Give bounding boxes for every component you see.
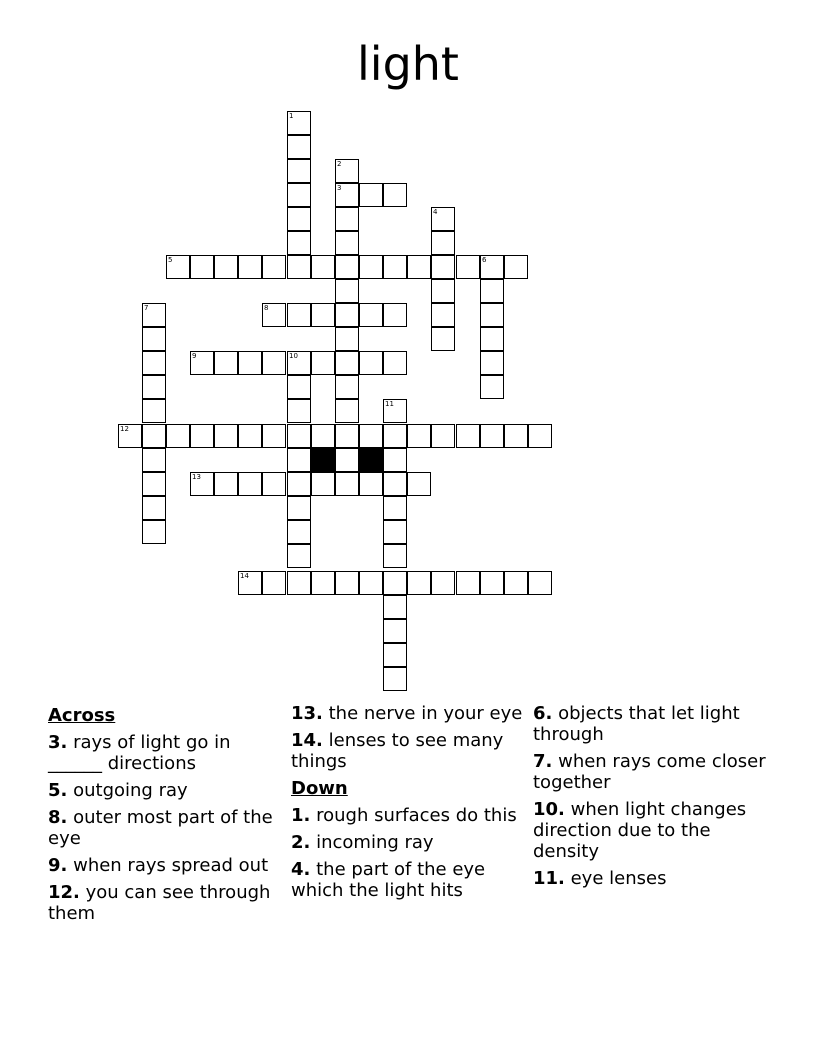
clue-item	[48, 780, 273, 801]
clue-item	[291, 703, 531, 724]
down-heading: Down	[291, 778, 348, 799]
grid-cell[interactable]	[311, 351, 335, 375]
grid-cell[interactable]	[456, 571, 480, 595]
grid-cell[interactable]	[190, 424, 214, 448]
clue-text: you can see through them	[48, 882, 271, 924]
grid-cell[interactable]	[431, 255, 455, 279]
grid-cell[interactable]	[335, 571, 359, 595]
grid-cell[interactable]	[431, 303, 455, 327]
grid-cell[interactable]	[335, 279, 359, 303]
grid-cell[interactable]	[456, 255, 480, 279]
clue-number: 6	[482, 256, 487, 264]
grid-cell[interactable]	[383, 424, 407, 448]
grid-cell[interactable]	[190, 351, 214, 375]
clue-number-label: 14.	[291, 730, 323, 751]
grid-cell[interactable]	[262, 303, 286, 327]
grid-cell[interactable]	[383, 255, 407, 279]
black-cell	[359, 448, 383, 472]
grid-cell[interactable]	[287, 255, 311, 279]
clue-number: 8	[264, 304, 269, 312]
grid-cell[interactable]	[335, 159, 359, 183]
grid-cell[interactable]	[528, 424, 552, 448]
grid-cell[interactable]	[287, 159, 311, 183]
grid-cell[interactable]	[480, 279, 504, 303]
grid-cell[interactable]	[142, 327, 166, 351]
clue-item	[291, 730, 531, 772]
down-clues-list-continued	[533, 703, 768, 889]
grid-cell[interactable]	[311, 472, 335, 496]
grid-cell[interactable]	[287, 399, 311, 423]
grid-cell[interactable]	[383, 183, 407, 207]
clue-number: 13	[192, 473, 201, 481]
grid-cell[interactable]	[431, 279, 455, 303]
grid-cell[interactable]	[335, 303, 359, 327]
grid-cell[interactable]	[383, 448, 407, 472]
clue-number-label: 9.	[48, 855, 68, 876]
grid-cell[interactable]	[383, 399, 407, 423]
grid-cell[interactable]	[359, 183, 383, 207]
grid-cell[interactable]	[431, 424, 455, 448]
clue-item	[533, 799, 768, 862]
grid-cell[interactable]	[311, 255, 335, 279]
grid-cell[interactable]	[311, 571, 335, 595]
clue-item	[291, 832, 531, 853]
grid-cell[interactable]	[287, 424, 311, 448]
grid-cell[interactable]	[262, 571, 286, 595]
grid-cell[interactable]	[287, 520, 311, 544]
grid-cell[interactable]	[214, 472, 238, 496]
grid-cell[interactable]	[262, 351, 286, 375]
clue-number: 12	[120, 425, 129, 433]
grid-cell[interactable]	[142, 399, 166, 423]
clue-number-label: 3.	[48, 732, 68, 753]
grid-cell[interactable]	[287, 448, 311, 472]
grid-cell[interactable]	[504, 255, 528, 279]
grid-cell[interactable]	[335, 472, 359, 496]
down-clues-list	[291, 805, 531, 901]
grid-cell[interactable]	[238, 424, 262, 448]
grid-cell[interactable]	[142, 375, 166, 399]
clue-number-label: 7.	[533, 751, 553, 772]
grid-cell[interactable]	[359, 571, 383, 595]
grid-cell[interactable]	[166, 424, 190, 448]
clue-number: 7	[144, 304, 149, 312]
grid-cell[interactable]	[287, 351, 311, 375]
across-clues-list	[48, 732, 273, 924]
grid-cell[interactable]	[238, 571, 262, 595]
grid-cell[interactable]	[335, 207, 359, 231]
grid-cell[interactable]	[238, 351, 262, 375]
grid-cell[interactable]	[166, 255, 190, 279]
clue-text: when rays come closer together	[533, 751, 766, 793]
clue-column-1	[48, 703, 273, 930]
clue-text: outgoing ray	[67, 780, 188, 801]
grid-cell[interactable]	[335, 448, 359, 472]
clue-text: rough surfaces do this	[310, 805, 517, 826]
grid-cell[interactable]	[359, 255, 383, 279]
grid-cell[interactable]	[287, 472, 311, 496]
grid-cell[interactable]	[359, 303, 383, 327]
clue-number-label: 13.	[291, 703, 323, 724]
grid-cell[interactable]	[383, 520, 407, 544]
grid-cell[interactable]	[456, 424, 480, 448]
clue-number: 10	[289, 352, 298, 360]
grid-cell[interactable]	[335, 255, 359, 279]
clue-item	[48, 732, 273, 774]
clue-number: 4	[433, 208, 438, 216]
clue-text: rays of light go in ______ directions	[48, 732, 231, 774]
grid-cell[interactable]	[383, 595, 407, 619]
grid-cell[interactable]	[262, 424, 286, 448]
grid-cell[interactable]	[431, 327, 455, 351]
grid-cell[interactable]	[504, 571, 528, 595]
clue-item	[533, 751, 768, 793]
grid-cell[interactable]	[287, 303, 311, 327]
grid-cell[interactable]	[335, 351, 359, 375]
grid-cell[interactable]	[407, 472, 431, 496]
grid-cell[interactable]	[504, 424, 528, 448]
grid-cell[interactable]	[335, 424, 359, 448]
across-clues-list-continued	[291, 703, 531, 772]
grid-cell[interactable]	[238, 255, 262, 279]
grid-cell[interactable]	[480, 424, 504, 448]
clue-column-2	[291, 703, 531, 907]
grid-cell[interactable]	[480, 351, 504, 375]
clue-number: 14	[240, 572, 249, 580]
grid-cell[interactable]	[118, 424, 142, 448]
clue-number: 9	[192, 352, 197, 360]
grid-cell[interactable]	[383, 544, 407, 568]
grid-cell[interactable]	[335, 183, 359, 207]
clue-item	[291, 859, 531, 901]
grid-cell[interactable]	[238, 472, 262, 496]
grid-cell[interactable]	[142, 303, 166, 327]
grid-cell[interactable]	[287, 544, 311, 568]
grid-cell[interactable]	[142, 351, 166, 375]
clue-number-label: 11.	[533, 868, 565, 889]
clue-text: lenses to see many things	[291, 730, 504, 772]
grid-cell[interactable]	[287, 571, 311, 595]
grid-cell[interactable]	[431, 571, 455, 595]
grid-cell[interactable]	[383, 496, 407, 520]
clue-text: when light changes direction due to the density	[533, 799, 747, 862]
across-heading: Across	[48, 705, 116, 726]
clue-number-label: 4.	[291, 859, 311, 880]
grid-cell[interactable]	[287, 135, 311, 159]
grid-cell[interactable]	[287, 375, 311, 399]
grid-cell[interactable]	[214, 351, 238, 375]
clue-number-label: 2.	[291, 832, 311, 853]
black-cell	[311, 448, 335, 472]
clue-number: 3	[337, 184, 342, 192]
grid-cell[interactable]	[431, 231, 455, 255]
grid-cell[interactable]	[311, 303, 335, 327]
clue-item	[48, 882, 273, 924]
clue-number-label: 10.	[533, 799, 565, 820]
grid-cell[interactable]	[431, 207, 455, 231]
grid-cell[interactable]	[262, 472, 286, 496]
clue-item	[291, 805, 531, 826]
grid-cell[interactable]	[287, 496, 311, 520]
grid-cell[interactable]	[383, 303, 407, 327]
clue-item	[533, 703, 768, 745]
grid-cell[interactable]	[335, 327, 359, 351]
clue-number-label: 6.	[533, 703, 553, 724]
clue-item	[48, 855, 273, 876]
grid-cell[interactable]	[142, 424, 166, 448]
grid-cell[interactable]	[359, 424, 383, 448]
grid-cell[interactable]	[480, 375, 504, 399]
clue-item	[48, 807, 273, 849]
clue-text: eye lenses	[564, 868, 667, 889]
grid-cell[interactable]	[214, 424, 238, 448]
grid-cell[interactable]	[383, 643, 407, 667]
grid-cell[interactable]	[480, 255, 504, 279]
grid-cell[interactable]	[142, 496, 166, 520]
grid-cell[interactable]	[407, 571, 431, 595]
clue-text: outer most part of the eye	[48, 807, 273, 849]
grid-cell[interactable]	[287, 111, 311, 135]
grid-cell[interactable]	[383, 619, 407, 643]
clue-number: 11	[385, 400, 394, 408]
grid-cell[interactable]	[480, 571, 504, 595]
grid-cell[interactable]	[383, 667, 407, 691]
clue-number-label: 8.	[48, 807, 68, 828]
grid-cell[interactable]	[142, 448, 166, 472]
grid-cell[interactable]	[335, 231, 359, 255]
grid-cell[interactable]	[142, 472, 166, 496]
grid-cell[interactable]	[359, 351, 383, 375]
grid-cell[interactable]	[142, 520, 166, 544]
clue-number: 1	[289, 112, 294, 120]
grid-cell[interactable]	[359, 472, 383, 496]
clue-text: the part of the eye which the light hits	[291, 859, 486, 901]
grid-cell[interactable]	[287, 207, 311, 231]
grid-cell[interactable]	[383, 472, 407, 496]
grid-cell[interactable]	[383, 351, 407, 375]
grid-cell[interactable]	[407, 424, 431, 448]
clue-column-3	[533, 703, 768, 895]
grid-cell[interactable]	[287, 183, 311, 207]
grid-cell[interactable]	[528, 571, 552, 595]
grid-cell[interactable]	[383, 571, 407, 595]
clue-text: incoming ray	[310, 832, 434, 853]
grid-cell[interactable]	[190, 255, 214, 279]
clue-text: objects that let light through	[533, 703, 740, 745]
grid-cell[interactable]	[407, 255, 431, 279]
grid-cell[interactable]	[335, 375, 359, 399]
clue-item	[533, 868, 768, 889]
clue-number-label: 5.	[48, 780, 68, 801]
grid-cell[interactable]	[287, 231, 311, 255]
grid-cell[interactable]	[480, 303, 504, 327]
clue-number: 2	[337, 160, 342, 168]
clue-number-label: 12.	[48, 882, 80, 903]
clue-number: 5	[168, 256, 173, 264]
clue-text: when rays spread out	[67, 855, 269, 876]
grid-cell[interactable]	[480, 327, 504, 351]
grid-cell[interactable]	[335, 399, 359, 423]
grid-cell[interactable]	[311, 424, 335, 448]
grid-cell[interactable]	[190, 472, 214, 496]
grid-cell[interactable]	[262, 255, 286, 279]
clue-text: the nerve in your eye	[322, 703, 523, 724]
clue-number-label: 1.	[291, 805, 311, 826]
page-title: light	[357, 37, 459, 91]
grid-cell[interactable]	[214, 255, 238, 279]
